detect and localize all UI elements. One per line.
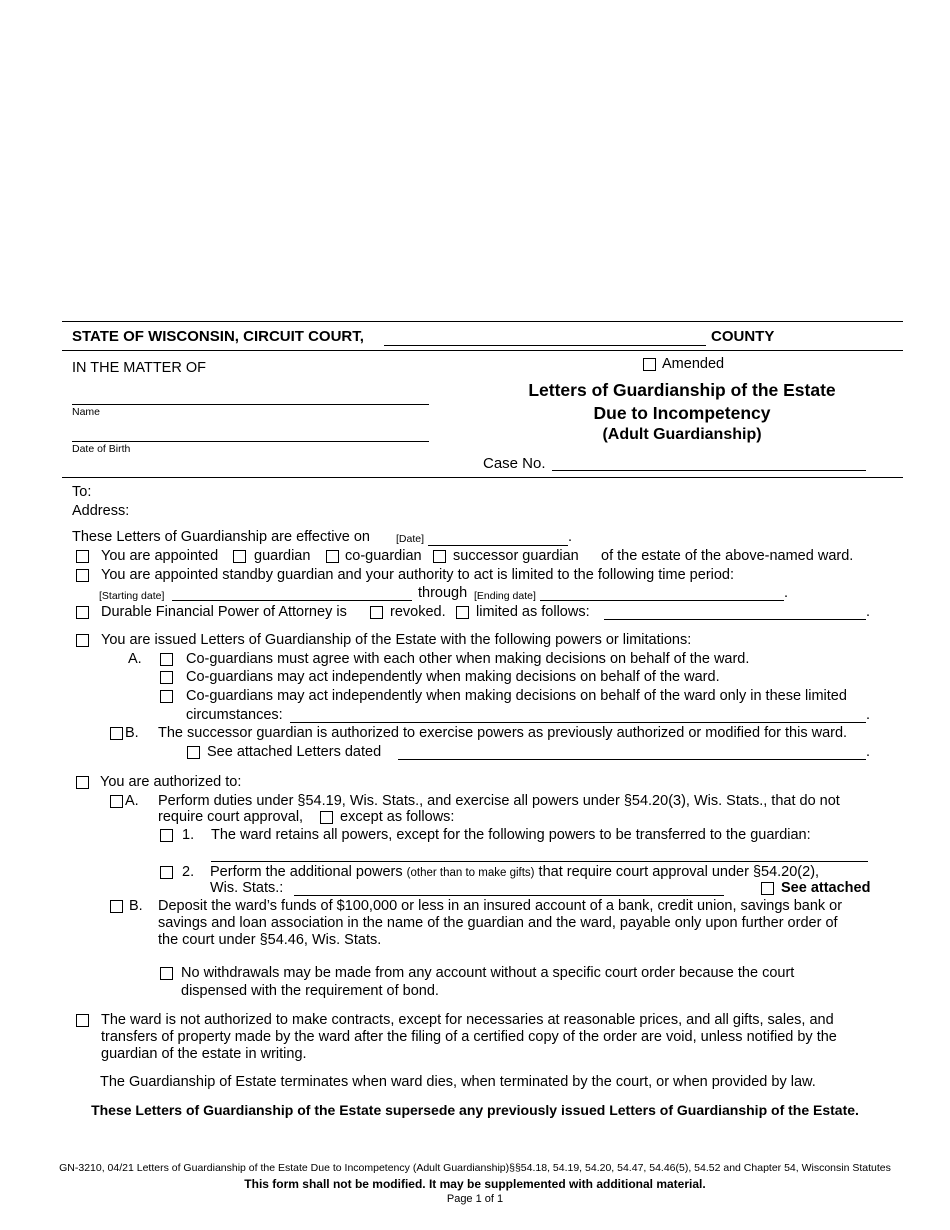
dfpoa-text: Durable Financial Power of Attorney is <box>101 604 347 620</box>
dob-input[interactable] <box>72 441 429 442</box>
contracts-checkbox[interactable] <box>76 1014 89 1027</box>
in-the-matter-label: IN THE MATTER OF <box>72 360 206 376</box>
limited-label: limited as follows: <box>476 604 590 620</box>
appointed-text: You are appointed <box>101 548 219 564</box>
retained-powers-input[interactable] <box>211 861 868 862</box>
wis-stats-label: Wis. Stats.: <box>210 880 284 896</box>
form-title-line1: Letters of Guardianship of the Estate <box>528 380 836 400</box>
footer-page: Page 1 of 1 <box>446 1193 504 1205</box>
co-guardians-limited-checkbox[interactable] <box>160 690 173 703</box>
perform-duties-line2b: except as follows: <box>340 809 455 825</box>
successor-powers-text: The successor guardian is authorized to exercise powers as previously authorized or modified for this ward. <box>158 725 848 741</box>
standby-text: You are appointed standby guardian and your authority to act is limited to the following time period: <box>101 567 735 583</box>
powers-intro: You are issued Letters of Guardianship of the Estate with the following powers or limitations: <box>101 632 692 648</box>
limited-input[interactable] <box>604 619 866 620</box>
co-guardians-limited-text: Co-guardians may act independently when making decisions on behalf of the ward only in these limited <box>186 688 847 704</box>
contracts-line2: transfers of property made by the ward after the filing of a certified copy of the order are void, unless notified by the <box>101 1029 837 1045</box>
no-withdrawals-line2: dispensed with the requirement of bond. <box>181 983 439 999</box>
co-guardians-agree-text: Co-guardians must agree with each other when making decisions on behalf of the ward. <box>186 651 750 667</box>
starting-date-label: [Starting date] <box>99 590 165 602</box>
see-attached-checkbox[interactable] <box>761 882 774 895</box>
appointed-tail: of the estate of the above-named ward. <box>601 548 854 564</box>
authorized-a-label: A. <box>125 793 139 809</box>
deposit-funds-line3: the court under §54.46, Wis. Stats. <box>158 932 382 948</box>
revoked-label: revoked. <box>390 604 446 620</box>
revoked-checkbox[interactable] <box>370 606 383 619</box>
guardian-label: guardian <box>254 548 311 564</box>
amended-checkbox[interactable] <box>643 358 656 371</box>
form-title-line2: Due to Incompetency <box>593 403 771 423</box>
co-guardians-agree-checkbox[interactable] <box>160 653 173 666</box>
retains-powers-checkbox[interactable] <box>160 829 173 842</box>
except-as-follows-checkbox[interactable] <box>320 811 333 824</box>
authorized-intro: You are authorized to: <box>100 774 242 790</box>
deposit-funds-checkbox[interactable] <box>110 900 123 913</box>
ending-date-input[interactable] <box>540 600 784 601</box>
deposit-funds-line2: savings and loan association in the name of the guardian and the ward, payable only upon further order of <box>158 915 838 931</box>
powers-a-label: A. <box>128 651 142 667</box>
amended-label: Amended <box>662 356 725 372</box>
standby-checkbox[interactable] <box>76 569 89 582</box>
see-attached-label: See attached <box>781 880 871 896</box>
footer-notice: This form shall not be modified. It may be supplemented with additional material. <box>244 1177 706 1191</box>
additional-powers-checkbox[interactable] <box>160 866 173 879</box>
terminates-text: The Guardianship of Estate terminates when ward dies, when terminated by the court, or when provided by law. <box>100 1074 816 1090</box>
county-label: COUNTY <box>711 328 775 345</box>
standby-period: . <box>784 585 789 601</box>
co-guardian-label: co-guardian <box>345 548 422 564</box>
to-label: To: <box>72 484 92 500</box>
contracts-line3: guardian of the estate in writing. <box>101 1046 307 1062</box>
retains-powers-text: The ward retains all powers, except for the following powers to be transferred to the guardian: <box>211 827 811 843</box>
authorized-checkbox[interactable] <box>76 776 89 789</box>
perform-duties-line2a: require court approval, <box>158 809 304 825</box>
co-guardian-checkbox[interactable] <box>326 550 339 563</box>
authorized-b-label: B. <box>129 898 143 914</box>
co-guardians-independent-checkbox[interactable] <box>160 671 173 684</box>
circumstances-input[interactable] <box>290 722 866 723</box>
address-label: Address: <box>72 503 130 519</box>
footer-form-id: GN-3210, 04/21 Letters of Guardianship of the Estate Due to Incompetency (Adult Guardianship)§§54.18, 54.19, 54.20, 54.47, 54.46(5), 54.52 and Chapter 54, Wisconsin Statutes <box>59 1162 891 1174</box>
dob-label: Date of Birth <box>72 443 131 455</box>
item1-number: 1. <box>182 827 195 843</box>
see-attached-letters-text: See attached Letters dated <box>207 744 382 760</box>
through-label: through <box>418 585 468 601</box>
letters-dated-input[interactable] <box>398 759 866 760</box>
name-label: Name <box>72 406 101 418</box>
guardian-checkbox[interactable] <box>233 550 246 563</box>
effective-text: These Letters of Guardianship are effective on <box>72 529 370 545</box>
effective-date-input[interactable] <box>428 545 568 546</box>
successor-powers-checkbox[interactable] <box>110 727 123 740</box>
case-no-input[interactable] <box>552 470 866 471</box>
header-rule <box>62 350 903 351</box>
title-rule <box>62 477 903 478</box>
top-rule <box>62 321 903 322</box>
ending-date-label: [Ending date] <box>474 590 536 602</box>
perform-duties-line1: Perform duties under §54.19, Wis. Stats., and exercise all powers under §54.20(3), Wis. Stats., that do not <box>158 793 840 809</box>
successor-guardian-checkbox[interactable] <box>433 550 446 563</box>
effective-period: . <box>568 529 573 545</box>
co-guardians-independent-text: Co-guardians may act independently when making decisions on behalf of the ward. <box>186 669 720 685</box>
name-input[interactable] <box>72 404 429 405</box>
no-withdrawals-checkbox[interactable] <box>160 967 173 980</box>
county-input[interactable] <box>384 345 706 346</box>
perform-duties-checkbox[interactable] <box>110 795 123 808</box>
effective-date-label: [Date] <box>396 533 425 545</box>
supersede-text: These Letters of Guardianship of the Estate supersede any previously issued Letters of Guardianship of the Estate. <box>91 1102 859 1118</box>
additional-powers-text: Perform the additional powers (other than to make gifts) that require court approval under §54.20(2), <box>210 864 820 880</box>
dfpoa-checkbox[interactable] <box>76 606 89 619</box>
circumstances-period: . <box>866 707 871 723</box>
additional-powers-input[interactable] <box>294 895 724 896</box>
contracts-line1: The ward is not authorized to make contracts, except for necessaries at reasonable prices, and all gifts, sales, and <box>101 1012 834 1028</box>
starting-date-input[interactable] <box>172 600 412 601</box>
no-withdrawals-line1: No withdrawals may be made from any account without a specific court order because the court <box>181 965 795 981</box>
see-attached-letters-checkbox[interactable] <box>187 746 200 759</box>
state-court-label: STATE OF WISCONSIN, CIRCUIT COURT, <box>72 328 364 345</box>
letters-dated-period: . <box>866 744 871 760</box>
form-title-line3: (Adult Guardianship) <box>602 426 762 443</box>
appointed-checkbox[interactable] <box>76 550 89 563</box>
case-no-label: Case No. <box>483 455 546 472</box>
powers-b-label: B. <box>125 725 139 741</box>
item2-number: 2. <box>182 864 195 880</box>
circumstances-label: circumstances: <box>186 707 283 723</box>
powers-checkbox[interactable] <box>76 634 89 647</box>
successor-guardian-label: successor guardian <box>453 548 579 564</box>
dfpoa-period: . <box>866 604 871 620</box>
deposit-funds-line1: Deposit the ward’s funds of $100,000 or less in an insured account of a bank, credit union, savings bank or <box>158 898 843 914</box>
limited-checkbox[interactable] <box>456 606 469 619</box>
